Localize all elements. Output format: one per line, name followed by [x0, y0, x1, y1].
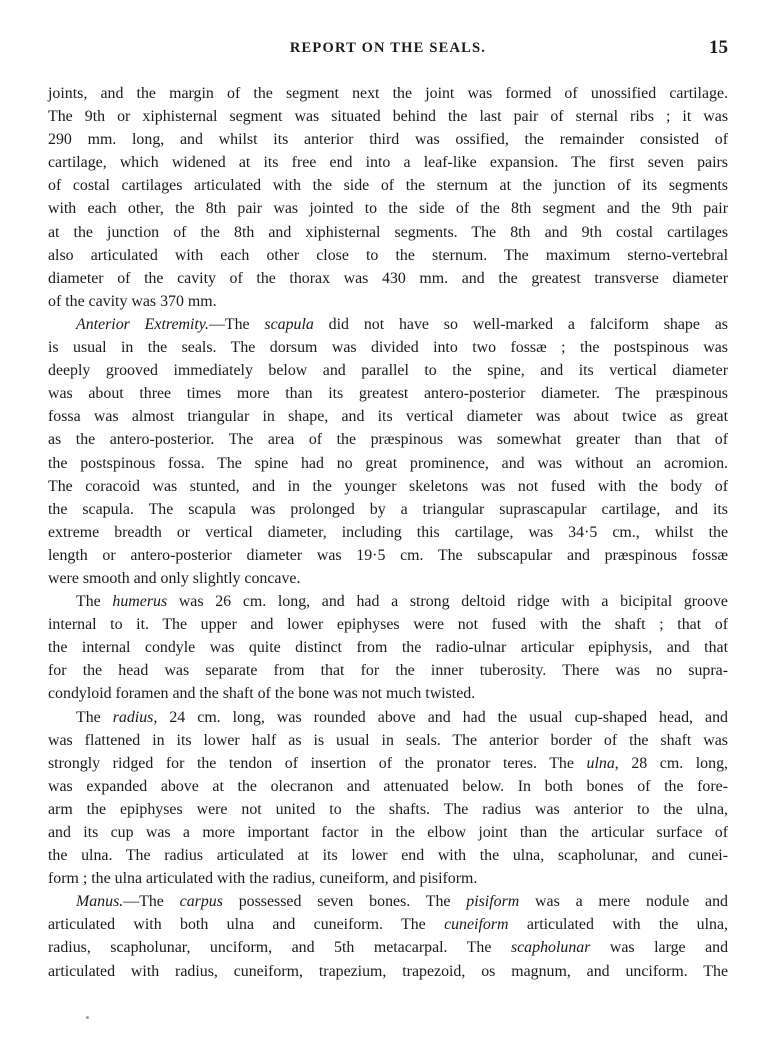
- text-line: [48, 336, 728, 359]
- paragraph-start-line: [48, 890, 728, 913]
- text-run: with each other, the 8th pair was jointed to the side of the 8th segment and the 9th pair: [48, 200, 728, 218]
- text-line: [48, 844, 728, 867]
- text-run: The: [76, 708, 113, 726]
- text-run: , 28 cm. long,: [614, 754, 728, 772]
- text-run: condyloid foramen and the shaft of the bone was not much twisted.: [48, 685, 476, 703]
- text-line: [48, 960, 728, 983]
- text-line: [48, 428, 728, 451]
- section-heading: Anterior Extremity.: [76, 315, 209, 333]
- text-run: cartilage, which widened at its free end into a leaf-like expansion. The first seven pairs: [48, 154, 728, 172]
- text-line: [48, 174, 728, 197]
- text-run: at the junction of the 8th and xiphisternal segments. The 8th and 9th costal cartilages: [48, 223, 728, 241]
- text-run: fossa was almost triangular in shape, and its vertical diameter was about twice as great: [48, 408, 728, 426]
- text-run: —The: [208, 315, 265, 333]
- text-line: [48, 821, 728, 844]
- running-head: [48, 37, 728, 64]
- text-line: [48, 636, 728, 659]
- text-run: was a mere nodule and: [519, 893, 728, 911]
- text-line: [48, 567, 728, 590]
- text-run: the internal condyle was quite distinct from the radio-ulnar articular epiphysis, and that: [48, 639, 728, 657]
- text-run: was about three times more than its greatest antero-posterior diameter. The præspinous: [48, 385, 728, 403]
- text-run: deeply grooved immediately below and parallel to the spine, and its vertical diameter: [48, 362, 728, 380]
- text-line: [48, 521, 728, 544]
- italic-term: ulna: [586, 754, 615, 772]
- text-run: form ; the ulna articulated with the radius, cuneiform, and pisiform.: [48, 870, 478, 888]
- text-line: [48, 867, 728, 890]
- text-line: [48, 452, 728, 475]
- text-line: [48, 151, 728, 174]
- text-run: as the antero-posterior. The area of the præspinous was somewhat greater than that of: [48, 431, 728, 449]
- text-run: was flattened in its lower half as is usual in seals. The anterior border of the shaft was: [48, 731, 728, 749]
- italic-term: humerus: [112, 593, 168, 611]
- text-line: [48, 752, 728, 775]
- text-line: [48, 382, 728, 405]
- text-line: [48, 775, 728, 798]
- text-run: The coracoid was stunted, and in the younger skeletons was not fused with the body of: [48, 477, 728, 495]
- text-line: [48, 244, 728, 267]
- text-run: extreme breadth or vertical diameter, including this cartilage, was 34·5 cm., whilst the: [48, 523, 728, 541]
- text-run: the postspinous fossa. The spine had no great prominence, and was without an acromion.: [48, 454, 728, 472]
- text-line: [48, 197, 728, 220]
- text-run: internal to it. The upper and lower epiphyses were not fused with the shaft ; that of: [48, 616, 728, 634]
- text-run: were smooth and only slightly concave.: [48, 569, 301, 587]
- text-run: possessed seven bones. The: [222, 893, 467, 911]
- text-run: articulated with the ulna,: [508, 916, 728, 934]
- italic-term: cuneiform: [444, 916, 509, 934]
- italic-term: radius: [112, 708, 154, 726]
- text-run: the ulna. The radius articulated at its lower end with the ulna, scapholunar, and cunei-: [48, 847, 728, 865]
- italic-term: scapula: [264, 315, 314, 333]
- text-line: [48, 221, 728, 244]
- text-line: [48, 82, 728, 105]
- text-line: [48, 128, 728, 151]
- text-run: joints, and the margin of the segment next the joint was formed of unossified cartilage.: [48, 85, 728, 102]
- text-line: [48, 405, 728, 428]
- text-line: [48, 359, 728, 382]
- text-run: , 24 cm. long, was rounded above and had the usual cup-shaped head, and: [153, 708, 728, 726]
- text-line: [48, 475, 728, 498]
- paragraph-start-line: [48, 313, 728, 336]
- text-line: [48, 913, 728, 936]
- text-run: of costal cartilages articulated with the side of the sternum at the junction of its segments: [48, 177, 728, 195]
- text-run: and its cup was a more important factor in the elbow joint than the articular surface of: [48, 824, 728, 841]
- paragraph-start-line: [48, 590, 728, 613]
- text-run: articulated with both ulna and cuneiform. The: [48, 916, 445, 934]
- section-heading: Manus.: [76, 893, 124, 911]
- paragraph-start-line: [48, 706, 728, 729]
- print-speck: [86, 1016, 89, 1019]
- text-line: [48, 659, 728, 682]
- text-run: arm the epiphyses were not united to the shafts. The radius was anterior to the ulna,: [48, 800, 728, 818]
- body-text: [48, 82, 728, 983]
- italic-term: carpus: [179, 893, 223, 911]
- text-run: the scapula. The scapula was prolonged by a triangular suprascapular cartilage, and its: [48, 500, 728, 518]
- text-run: did not have so well-marked a falciform shape as: [313, 315, 728, 333]
- text-run: diameter of the cavity of the thorax was 430 mm. and the greatest transverse diameter: [48, 269, 728, 287]
- text-run: articulated with radius, cuneiform, trapezium, trapezoid, os magnum, and unciform. The: [48, 962, 728, 980]
- italic-term: scapholunar: [510, 939, 591, 957]
- text-run: of the cavity was 370 mm.: [48, 292, 217, 310]
- text-line: [48, 798, 728, 821]
- text-line: [48, 613, 728, 636]
- text-run: was expanded above at the olecranon and attenuated below. In both bones of the fore-: [48, 777, 728, 795]
- text-line: [48, 498, 728, 521]
- text-line: [48, 544, 728, 567]
- text-run: —The: [123, 893, 180, 911]
- text-run: The 9th or xiphisternal segment was situated behind the last pair of sternal ribs ; it was: [48, 108, 728, 126]
- text-line: [48, 105, 728, 128]
- text-run: also articulated with each other close to the sternum. The maximum sterno-vertebral: [48, 246, 728, 264]
- text-run: radius, scapholunar, unciform, and 5th metacarpal. The: [48, 939, 511, 957]
- text-run: length or antero-posterior diameter was 19·5 cm. The subscapular and præspinous fossæ: [48, 546, 728, 564]
- text-run: was large and: [590, 939, 729, 957]
- text-run: The: [76, 593, 113, 611]
- italic-term: pisiform: [466, 893, 520, 911]
- text-run: strongly ridged for the tendon of insertion of the pronator teres. The: [48, 754, 587, 772]
- running-title: REPORT ON THE SEALS.: [289, 40, 487, 56]
- text-run: for the head was separate from that for the inner tuberosity. There was no supra-: [48, 662, 728, 680]
- text-run: is usual in the seals. The dorsum was divided into two fossæ ; the postspinous was: [48, 339, 728, 357]
- page-number: 15: [709, 37, 728, 58]
- text-run: was 26 cm. long, and had a strong deltoid ridge with a bicipital groove: [167, 593, 728, 611]
- text-line: [48, 290, 728, 313]
- text-line: [48, 682, 728, 705]
- text-line: [48, 936, 728, 959]
- text-run: 290 mm. long, and whilst its anterior third was ossified, the remainder consisted of: [48, 131, 728, 149]
- text-line: [48, 729, 728, 752]
- text-line: [48, 267, 728, 290]
